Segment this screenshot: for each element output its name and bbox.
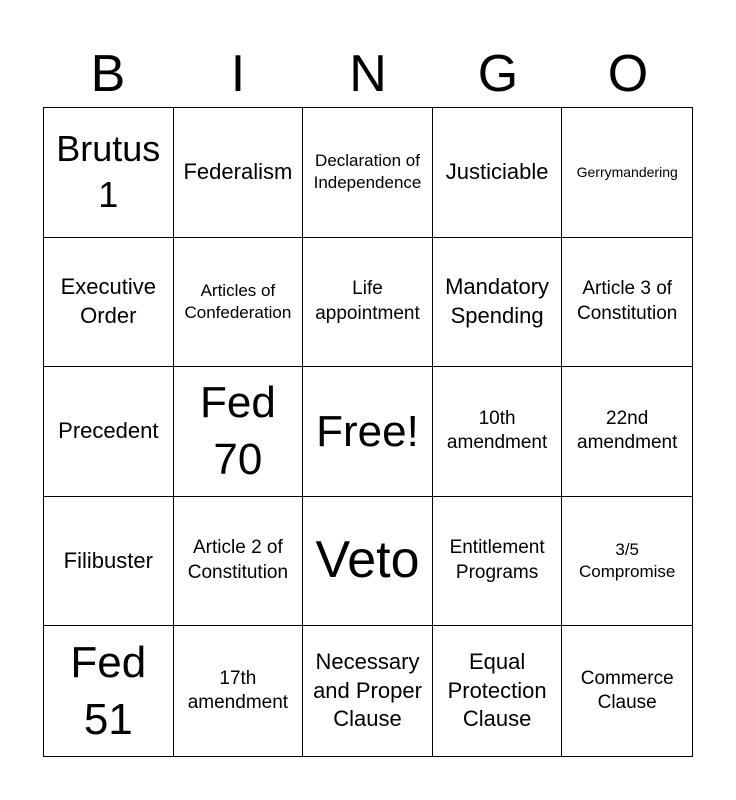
bingo-cell[interactable]: Article 2 of Constitution bbox=[174, 497, 304, 627]
bingo-board bbox=[43, 107, 693, 757]
bingo-cell[interactable]: Precedent bbox=[44, 367, 174, 497]
bingo-cell[interactable]: Entitlement Programs bbox=[433, 497, 563, 627]
header-letter-i: I bbox=[230, 45, 246, 103]
free-space-cell[interactable]: Free! bbox=[303, 367, 433, 497]
bingo-cell[interactable]: Declaration of Independence bbox=[303, 108, 433, 238]
bingo-cell[interactable]: 17th amendment bbox=[174, 626, 304, 756]
bingo-cell[interactable]: Federalism bbox=[174, 108, 304, 238]
bingo-cell[interactable]: Article 3 of Constitution bbox=[562, 238, 692, 368]
bingo-cell[interactable]: Executive Order bbox=[44, 238, 174, 368]
bingo-cell[interactable]: Life appointment bbox=[303, 238, 433, 368]
bingo-cell[interactable]: Brutus 1 bbox=[44, 108, 174, 238]
header-letter-b: B bbox=[90, 45, 126, 103]
bingo-cell[interactable]: Mandatory Spending bbox=[433, 238, 563, 368]
header-letter-n: N bbox=[349, 45, 387, 103]
bingo-cell[interactable]: Gerrymandering bbox=[562, 108, 692, 238]
bingo-cell[interactable]: Veto bbox=[303, 497, 433, 627]
header-letter-o: O bbox=[607, 45, 649, 103]
bingo-cell[interactable]: 22nd amendment bbox=[562, 367, 692, 497]
bingo-cell[interactable]: Justiciable bbox=[433, 108, 563, 238]
bingo-header bbox=[43, 42, 693, 106]
bingo-cell[interactable]: Equal Protection Clause bbox=[433, 626, 563, 756]
bingo-cell[interactable]: 10th amendment bbox=[433, 367, 563, 497]
bingo-cell[interactable]: Articles of Confederation bbox=[174, 238, 304, 368]
bingo-cell[interactable]: Commerce Clause bbox=[580, 667, 674, 714]
header-letter-g: G bbox=[477, 45, 519, 103]
bingo-cell[interactable]: Fed 70 bbox=[174, 367, 304, 497]
bingo-cell[interactable]: Filibuster bbox=[44, 497, 174, 627]
bingo-cell[interactable]: Fed 51 bbox=[44, 626, 174, 756]
bingo-cell[interactable]: 3/5 Compromise bbox=[562, 497, 692, 627]
bingo-cell[interactable]: Necessary and Proper Clause bbox=[303, 626, 433, 756]
